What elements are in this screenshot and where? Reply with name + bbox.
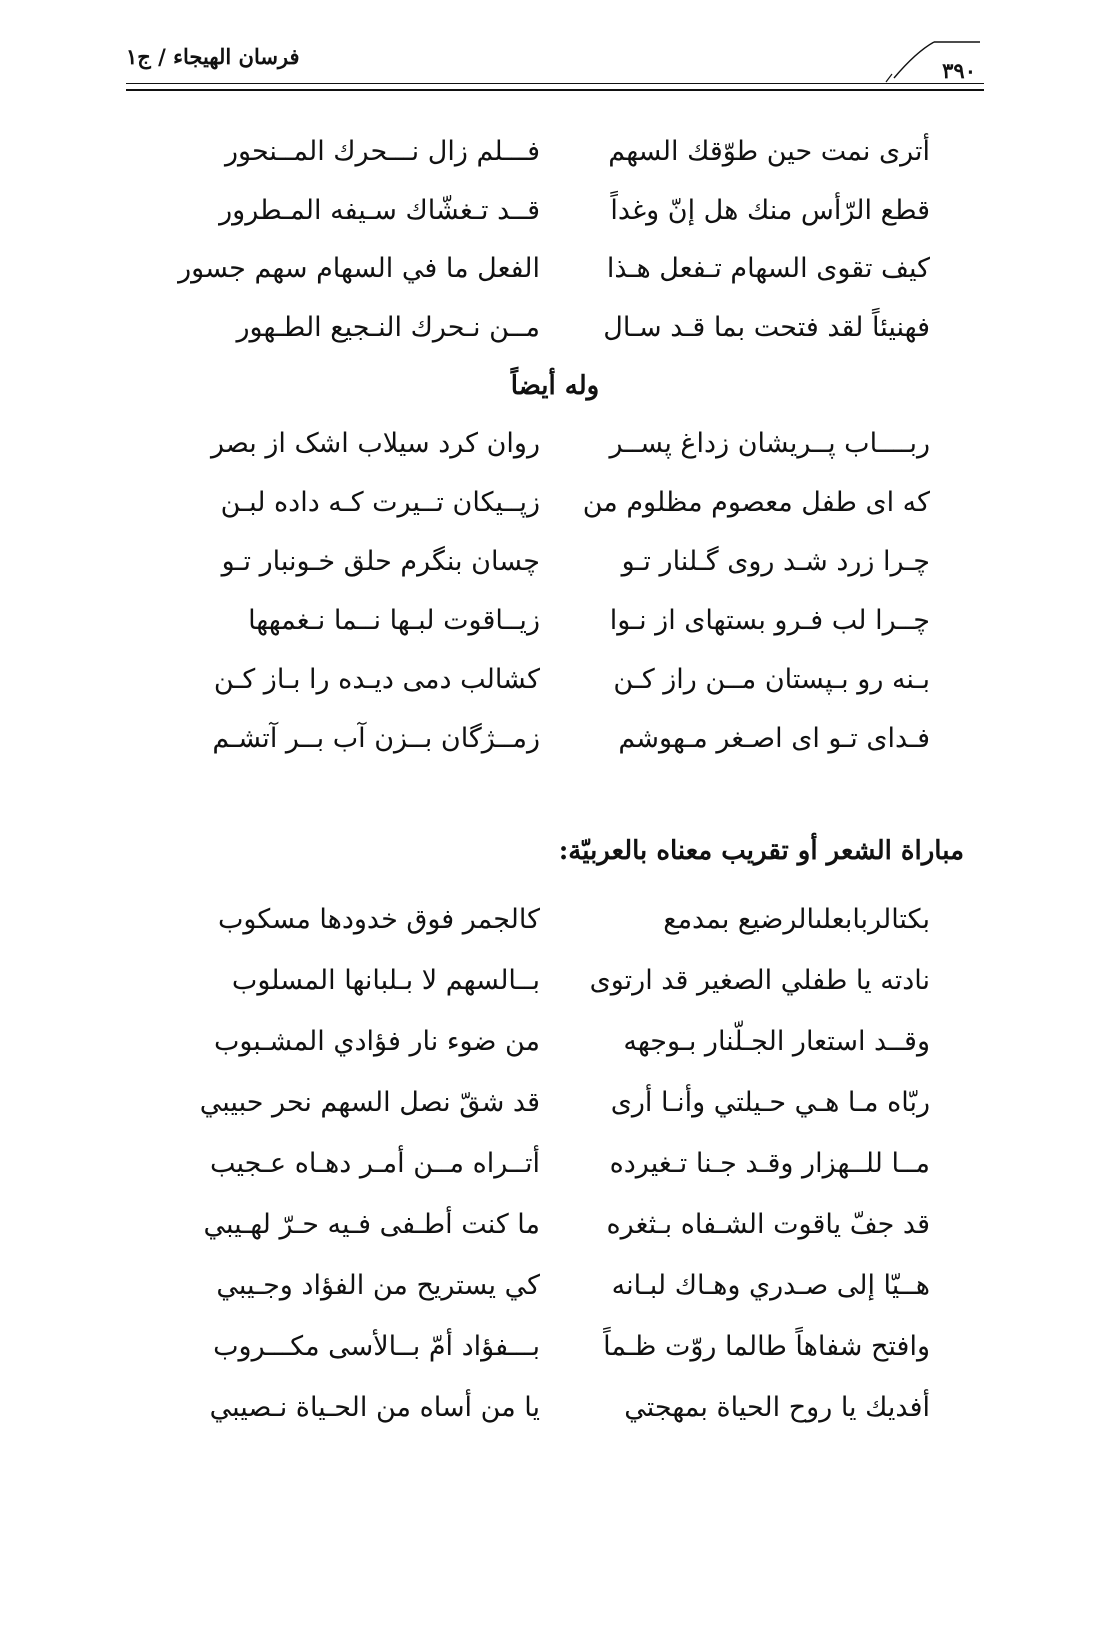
poem3-verse xyxy=(160,1077,930,1129)
verse-first-hemistich: چـرا زرد شـد روی گـلنار تـو xyxy=(621,546,930,577)
verse-second-hemistich: كي يستريح من الفؤاد وجـيبي xyxy=(216,1270,540,1301)
verse-first-hemistich: وقــد استعار الجـلّنار بـوجهه xyxy=(623,1026,930,1057)
verse-second-hemistich: يا من أساه من الحـياة نـصيبي xyxy=(209,1392,540,1423)
poem3-verse xyxy=(160,1199,930,1251)
verse-first-hemistich: مــا للــهزار وقـد جـنا تـغيرده xyxy=(609,1148,930,1179)
poem3-verse xyxy=(160,1016,930,1068)
verse-second-hemistich: روان كرد سيلاب اشک از بصر xyxy=(210,428,540,459)
verse-first-hemistich: نادته يا طفلي الصغير قد ارتوى xyxy=(589,965,930,996)
verse-second-hemistich: فـــلم زال نـــحرك المــنحور xyxy=(225,136,540,167)
verse-second-hemistich: چسان بنگرم حلق خـونبار تـو xyxy=(221,546,540,577)
verse-first-hemistich: أفديك يا روح الحياة بمهجتي xyxy=(624,1392,930,1423)
poem1-verse xyxy=(160,126,930,178)
verse-first-hemistich: ربــــاب پــريشان زداغ پســر xyxy=(609,428,930,459)
verse-second-hemistich: زيــاقوت لبـها نــما نـغمهها xyxy=(248,605,540,636)
poem1-verse xyxy=(160,302,930,354)
poem3-verse xyxy=(160,1382,930,1434)
poem3-verse xyxy=(160,1260,930,1312)
verse-second-hemistich: زمــژگان بــزن آب بــر آتشـم xyxy=(212,723,540,754)
poem3-verse xyxy=(160,1321,930,1373)
verse-second-hemistich: قــد تـغشّاك سـيفه المـطرور xyxy=(219,195,540,226)
verse-first-hemistich: هــيّا إلى صـدري وهـاك لبـانه xyxy=(611,1270,930,1301)
verse-first-hemistich: بـنه رو بـپستان مــن راز کـن xyxy=(613,664,930,695)
verse-second-hemistich: أتــراه مــن أمـر دهـاه عـجيب xyxy=(210,1148,540,1179)
poem1-verse xyxy=(160,243,930,295)
verse-second-hemistich: زپــيكان تــيرت کـه داده لبـن xyxy=(220,487,540,518)
poem3-verse xyxy=(160,1138,930,1190)
verse-first-hemistich: بكتالربابعلىالرضيع بمدمع xyxy=(663,904,930,935)
verse-second-hemistich: قد شقّ نصل السهم نحر حبيبي xyxy=(199,1087,540,1118)
verse-first-hemistich: كيف تقوى السهام تـفعل هـذا xyxy=(606,253,930,284)
verse-first-hemistich: فهنيئاً لقد فتحت بما قـد سـال xyxy=(603,312,930,343)
poem2-verse xyxy=(160,418,930,470)
verse-second-hemistich: بـــفؤاد أمّ بــالأسى مكـــروب xyxy=(213,1331,540,1362)
verse-second-hemistich: بــالسهم لا بـلبانها المسلوب xyxy=(231,965,540,996)
verse-first-hemistich: که ای طفل معصوم مظلوم من xyxy=(582,487,930,518)
verse-first-hemistich: قد جفّ ياقوت الشـفاه بـثغره xyxy=(606,1209,930,1240)
header-rule xyxy=(126,89,984,91)
poem2-verse xyxy=(160,595,930,647)
verse-first-hemistich: قطع الرّأس منك هل إنّ وغداً xyxy=(610,195,930,226)
poem2-verse xyxy=(160,477,930,529)
poem3-verse xyxy=(160,955,930,1007)
header-thin-rule xyxy=(126,83,984,84)
section-heading: وله أيضاً xyxy=(510,371,600,401)
verse-second-hemistich: ما كنت أطـفى فـيه حـرّ لهـيبي xyxy=(203,1209,540,1240)
poem3-verse xyxy=(160,894,930,946)
poem2-verse xyxy=(160,654,930,706)
running-header xyxy=(126,38,984,94)
verse-second-hemistich: کشالب دمی دیـده را بـاز کـن xyxy=(213,664,540,695)
book-title: فرسان الهيجاء / ج١ xyxy=(126,44,300,69)
verse-first-hemistich: وافتح شفاهاً طالما روّت ظـماً xyxy=(603,1331,930,1362)
poem2-verse xyxy=(160,536,930,588)
verse-first-hemistich: چــرا لب فـرو بستهای از نـوا xyxy=(609,605,930,636)
verse-second-hemistich: مــن نـحرك النـجيع الطـهور xyxy=(236,312,540,343)
verse-first-hemistich: ربّاه مـا هـي حـيلتي وأنـا أرى xyxy=(610,1087,930,1118)
verse-first-hemistich: فـدای تـو ای اصـغر مـهوشم xyxy=(618,723,930,754)
verse-first-hemistich: أترى نمت حين طوّقك السهم xyxy=(608,136,930,167)
verse-second-hemistich: من ضوء نار فؤادي المشـبوب xyxy=(213,1026,540,1057)
subsection-heading: مباراة الشعر أو تقريب معناه بالعربيّة: xyxy=(558,836,964,866)
verse-second-hemistich: الفعل ما في السهام سهم جسور xyxy=(178,253,540,284)
page-number: ٣٩٠ xyxy=(942,58,976,83)
verse-second-hemistich: كالجمر فوق خدودها مسكوب xyxy=(217,904,540,935)
poem1-verse xyxy=(160,185,930,237)
poem2-verse xyxy=(160,713,930,765)
